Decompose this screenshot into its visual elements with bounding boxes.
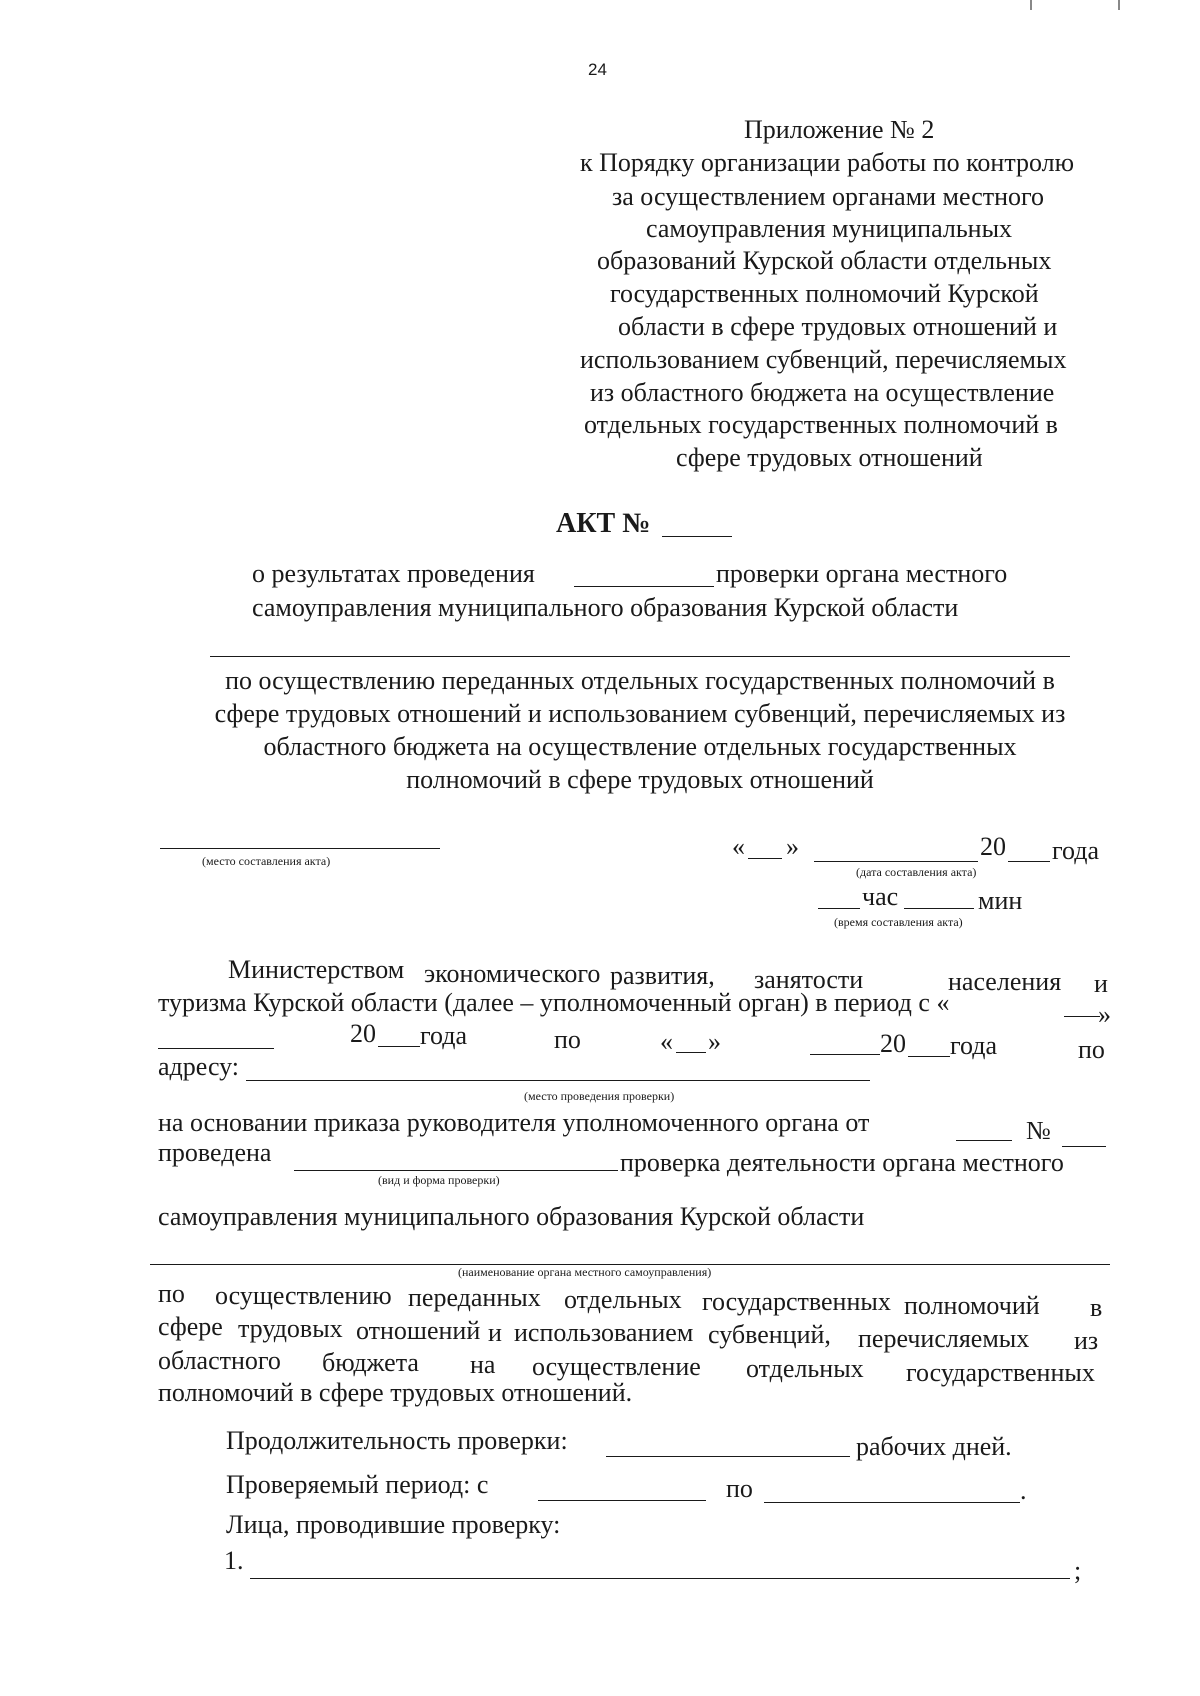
check-type-blank[interactable] <box>294 1170 618 1171</box>
date-year-word: года <box>1052 836 1100 865</box>
p2-line2-a: проведена <box>158 1138 272 1167</box>
p3-word: полномочий <box>904 1291 1040 1320</box>
month-blank[interactable] <box>814 861 978 862</box>
appendix-line: области в сфере трудовых отношений и <box>618 312 1058 341</box>
appendix-line: к Порядку организации работы по контролю <box>580 148 1075 177</box>
scan-mark <box>1118 0 1120 10</box>
person1-blank[interactable] <box>250 1578 1070 1579</box>
period-end-year-blank[interactable] <box>908 1056 950 1057</box>
date-close-quote: » <box>786 832 799 861</box>
item1-number: 1. <box>224 1546 244 1575</box>
duration-label: Продолжительность проверки: <box>226 1426 568 1455</box>
p3-word: субвенций, <box>708 1320 831 1349</box>
act-subtitle-line: областного бюджета на осуществление отдельных государственных <box>263 732 1017 761</box>
appendix-line: сфере трудовых отношений <box>676 443 983 472</box>
act-subtitle-line: полномочий в сфере трудовых отношений <box>406 765 874 794</box>
p1-20b: 20 <box>880 1029 906 1058</box>
period-label: Проверяемый период: с <box>226 1470 489 1499</box>
appendix-line: использованием субвенций, перечисляемых <box>580 345 1067 374</box>
p3-word: трудовых <box>238 1314 343 1343</box>
p2-no: № <box>1026 1116 1051 1145</box>
appendix-line: образований Курской области отдельных <box>597 246 1052 275</box>
p3-word: отдельных <box>746 1354 864 1383</box>
duration-blank[interactable] <box>606 1456 850 1457</box>
p3-word: переданных <box>408 1283 541 1312</box>
appendix-line: самоуправления муниципальных <box>646 214 1013 243</box>
p1-word: населения <box>948 967 1062 996</box>
p3-word: по <box>158 1279 185 1308</box>
act-number-blank[interactable] <box>662 536 732 537</box>
p3-word: бюджета <box>322 1348 419 1377</box>
p3-word: государственных <box>906 1358 1095 1387</box>
act-subtitle-line: сфере трудовых отношений и использованием субвенций, перечисляемых из <box>214 699 1066 728</box>
duration-unit: рабочих дней. <box>856 1432 1012 1461</box>
act-subtitle-a: о результатах проведения <box>252 559 535 588</box>
address-blank[interactable] <box>246 1080 870 1081</box>
appendix-line: за осуществлением органами местного <box>612 182 1045 211</box>
p1-word: экономического <box>424 959 601 988</box>
p1-q2: » <box>708 1027 721 1056</box>
p1-word: занятости <box>754 965 864 994</box>
appendix-line: отдельных государственных полномочий в <box>584 410 1058 439</box>
place-caption: (место составления акта) <box>202 854 331 868</box>
hour-blank[interactable] <box>818 908 860 909</box>
p1-word: и <box>1094 969 1108 998</box>
period-po: по <box>726 1474 753 1503</box>
period-start-day-blank[interactable] <box>1064 1016 1100 1017</box>
period-to-blank[interactable] <box>764 1502 1020 1503</box>
period-start-year-blank[interactable] <box>378 1046 420 1047</box>
p3-word: и <box>488 1318 502 1347</box>
p3-word: использованием <box>514 1318 694 1347</box>
municipality-blank[interactable] <box>210 656 1070 657</box>
address-caption: (место проведения проверки) <box>524 1089 675 1103</box>
p1-line2-end: » <box>1098 1000 1111 1029</box>
persons-label: Лица, проводившие проверку: <box>226 1510 561 1539</box>
act-subtitle-b: проверки органа местного <box>716 559 1008 588</box>
item1-end: ; <box>1074 1556 1082 1585</box>
p3-word: осуществлению <box>215 1281 392 1310</box>
day-blank[interactable] <box>748 858 782 859</box>
act-subtitle-line: по осуществлению переданных отдельных государственных полномочий в <box>225 666 1055 695</box>
p1-address-label: адресу: <box>158 1052 240 1081</box>
p3-word: областного <box>158 1346 281 1375</box>
min-blank[interactable] <box>904 908 974 909</box>
p2-line2-b: проверка деятельности органа местного <box>620 1148 1064 1177</box>
p1-q1: « <box>660 1027 673 1056</box>
check-kind-blank[interactable] <box>574 586 714 587</box>
order-date-blank[interactable] <box>956 1140 1012 1141</box>
check-type-caption: (вид и форма проверки) <box>378 1173 500 1187</box>
p3-word: отношений <box>356 1316 481 1345</box>
org-caption: (наименование органа местного самоуправления) <box>458 1265 712 1279</box>
scan-mark <box>1030 0 1032 10</box>
p1-year1: года <box>420 1021 468 1050</box>
act-subtitle-2: самоуправления муниципального образования Курской области <box>252 593 959 622</box>
p3-word: сфере <box>158 1312 223 1341</box>
min-word: мин <box>978 886 1023 915</box>
period-end: . <box>1020 1476 1027 1505</box>
p3-word: отдельных <box>564 1285 682 1314</box>
period-end-day-blank[interactable] <box>676 1052 706 1053</box>
p2-line1: на основании приказа руководителя уполномоченного органа от <box>158 1108 870 1137</box>
p1-year2: года <box>950 1031 998 1060</box>
order-number-blank[interactable] <box>1062 1146 1106 1147</box>
p3-word: в <box>1090 1293 1103 1322</box>
time-caption: (время составления акта) <box>834 915 963 929</box>
year-blank[interactable] <box>1008 861 1050 862</box>
p3-word: перечисляемых <box>858 1324 1030 1353</box>
period-from-blank[interactable] <box>538 1500 706 1501</box>
period-start-month-blank[interactable] <box>158 1048 274 1049</box>
p1-line2: туризма Курской области (далее – уполномоченный орган) в период с « <box>158 988 950 1017</box>
act-title: АКТ № <box>556 508 651 539</box>
place-blank[interactable] <box>160 848 440 849</box>
p3-word: из <box>1074 1326 1099 1355</box>
p3-word: на <box>470 1350 496 1379</box>
p1-word: Министерством <box>228 955 405 984</box>
appendix-line: из областного бюджета на осуществление <box>590 378 1055 407</box>
date-caption: (дата составления акта) <box>856 865 977 879</box>
date-open-quote: « <box>732 832 745 861</box>
appendix-line: государственных полномочий Курской <box>610 279 1039 308</box>
p3-word: осуществление <box>532 1352 701 1381</box>
appendix-line: Приложение № 2 <box>744 115 935 144</box>
p1-po2: по <box>1078 1035 1105 1064</box>
date-year-prefix: 20 <box>980 832 1006 861</box>
hour-word: час <box>862 882 899 911</box>
p1-20a: 20 <box>350 1019 376 1048</box>
p1-po: по <box>554 1025 581 1054</box>
p1-word: развития, <box>610 961 715 990</box>
p2-line3: самоуправления муниципального образования Курской области <box>158 1202 865 1231</box>
page-number: 24 <box>588 60 607 79</box>
p3-word: государственных <box>702 1287 891 1316</box>
period-end-month-blank[interactable] <box>810 1054 880 1055</box>
p3-line4: полномочий в сфере трудовых отношений. <box>158 1378 633 1407</box>
